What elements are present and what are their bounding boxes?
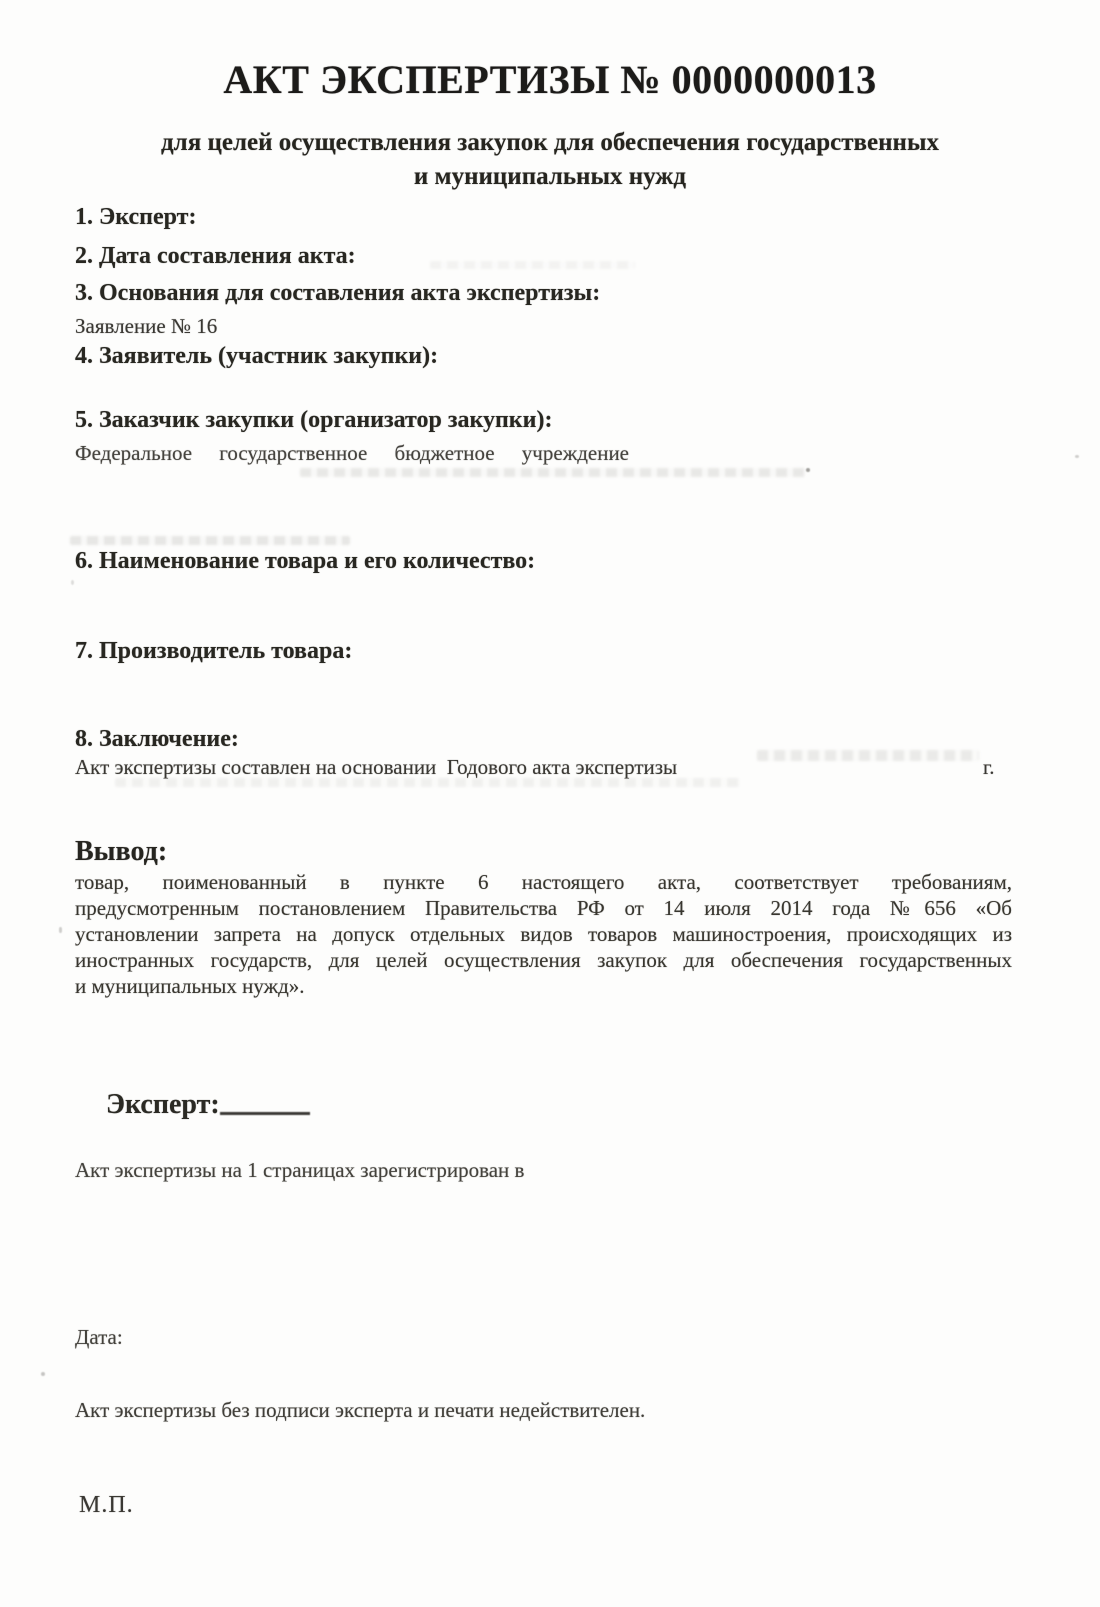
verdict-line: установлении запрета на допуск отдельных видов товаров машиностроения, происходящих из xyxy=(75,922,1012,946)
section-3-grounds-heading: 3. Основания для составления акта экспертизы: xyxy=(75,280,601,306)
erased-text-smudge xyxy=(70,536,350,545)
scan-noise-speck xyxy=(1075,455,1079,458)
section-1-expert-heading: 1. Эксперт: xyxy=(75,204,197,230)
date-label: Дата: xyxy=(75,1325,123,1349)
verdict-heading: Вывод: xyxy=(75,836,168,867)
section-6-goods-heading: 6. Наименование товара и его количество: xyxy=(75,548,536,574)
section-2-date-heading: 2. Дата составления акта: xyxy=(75,243,356,269)
expert-signature-label: Эксперт: xyxy=(106,1089,220,1120)
validity-note: Акт экспертизы без подписи эксперта и печати недействителен. xyxy=(75,1398,646,1422)
stamp-place-label: М.П. xyxy=(79,1492,134,1518)
verdict-line: и муниципальных нужд». xyxy=(75,974,305,998)
verdict-paragraph xyxy=(75,869,1012,999)
signature-blank-line xyxy=(220,1093,310,1115)
registration-note: Акт экспертизы на 1 страницах зарегистрирован в xyxy=(75,1158,525,1182)
erased-text-smudge xyxy=(300,468,805,477)
document-subtitle-line2: и муниципальных нужд xyxy=(413,163,687,190)
erased-text-smudge xyxy=(430,261,635,269)
section-7-manufacturer-heading: 7. Производитель товара: xyxy=(75,638,353,664)
section-3-grounds-body: Заявление № 16 xyxy=(75,314,218,338)
year-suffix: г. xyxy=(983,755,995,779)
verdict-line: товар, поименованный в пункте 6 настоящего акта, соответствует требованиям, xyxy=(75,870,1012,894)
verdict-line: иностранных государств, для целей осуществления закупок для обеспечения государственных xyxy=(75,948,1012,972)
scan-noise-speck xyxy=(71,580,74,585)
section-5-customer-body: Федеральное государственное бюджетное учреждение xyxy=(75,441,630,465)
scan-noise-speck xyxy=(41,1372,45,1376)
scan-noise-speck xyxy=(59,927,62,933)
section-5-customer-heading: 5. Заказчик закупки (организатор закупки): xyxy=(75,407,553,433)
verdict-line: предусмотренным постановлением Правительства РФ от 14 июля 2014 года №656 «Об xyxy=(75,896,1012,920)
section-8-conclusion-heading: 8. Заключение: xyxy=(75,726,239,752)
erased-text-smudge xyxy=(757,750,979,761)
scan-noise-speck xyxy=(806,468,810,472)
erased-text-smudge xyxy=(115,778,740,787)
document-title: АКТ ЭКСПЕРТИЗЫ № 0000000013 xyxy=(223,57,877,102)
expert-signature-row xyxy=(78,1057,310,1153)
section-4-applicant-heading: 4. Заявитель (участник закупки): xyxy=(75,343,439,369)
document-subtitle-line1: для целей осуществления закупок для обеспечения государственных xyxy=(161,129,939,156)
section-8-conclusion-body: Акт экспертизы составлен на основании Годового акта экспертизы xyxy=(75,755,678,779)
